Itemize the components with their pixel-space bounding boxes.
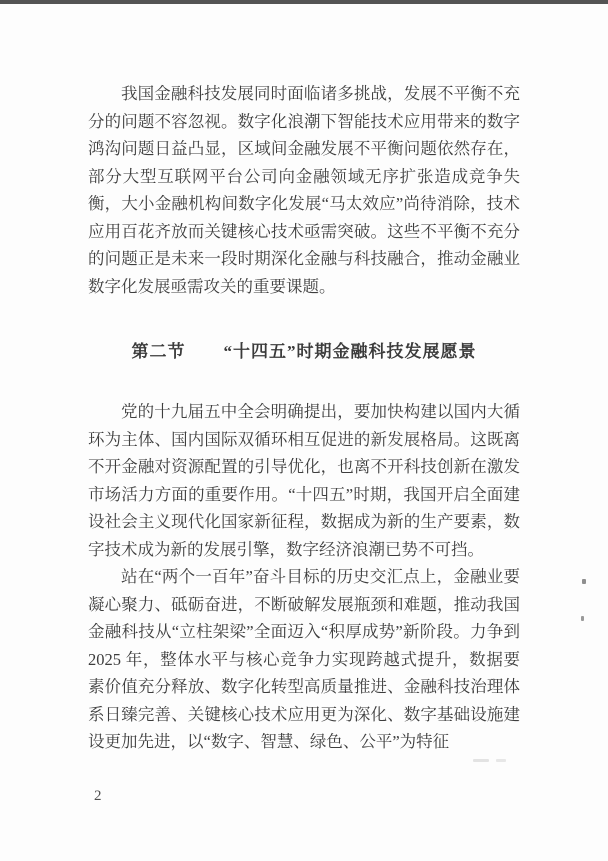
scan-speck bbox=[582, 579, 586, 584]
paragraph-challenges: 我国金融科技发展同时面临诸多挑战，发展不平衡不充分的问题不容忽视。数字化浪潮下智能技术应用带来的数字鸿沟问题日益凸显，区域间金融发展不平衡问题依然存在，部分大型互联网平台公司向金融领域无序扩张造成竞争失衡，大小金融机构间数字化发展“马太效应”尚待消除，技术应用百花齐放而关键核心技术亟需突破。这些不平衡不充分的问题正是未来一段时期深化金融与科技融合，推动金融业数字化发展亟需攻关的重要课题。 bbox=[88, 84, 520, 296]
section-number: 第二节 bbox=[131, 342, 186, 361]
section-title: “十四五”时期金融科技发展愿景 bbox=[223, 342, 477, 361]
paragraph-plenum: 党的十九届五中全会明确提出，要加快构建以国内大循环为主体、国内国际双循环相互促进的新发展格局。这既离不开金融对资源配置的引导优化，也离不开科技创新在激发市场活力方面的重要作用。“十四五”时期，我国开启全面建设社会主义现代化国家新征程，数据成为新的生产要素，数字技术成为新的发展引擎，数字经济浪潮已势不可挡。 bbox=[88, 402, 520, 559]
paragraph-vision-2025: 站在“两个一百年”奋斗目标的历史交汇点上，金融业要凝心聚力、砥砺奋进，不断破解发展瓶颈和难题，推动我国金融科技从“立柱架梁”全面迈入“积厚成势”新阶段。力争到 2025 年，整体水平与核心竞争力实现跨越式提升，数据要素价值充分释放、数字化转型高质量推进、金融科技治理体系日臻完善、关键核心技术应用更为深化、数字基础设施建设更加先进，以“数字、智慧、绿色、公平”为特征 bbox=[88, 567, 520, 751]
scan-smudge bbox=[496, 759, 506, 762]
page-content bbox=[88, 80, 520, 756]
scan-speck bbox=[581, 616, 584, 621]
section-heading bbox=[88, 338, 520, 366]
scan-smudge bbox=[473, 759, 489, 762]
page-number: 2 bbox=[94, 788, 102, 804]
scan-top-edge-bar bbox=[0, 0, 608, 4]
